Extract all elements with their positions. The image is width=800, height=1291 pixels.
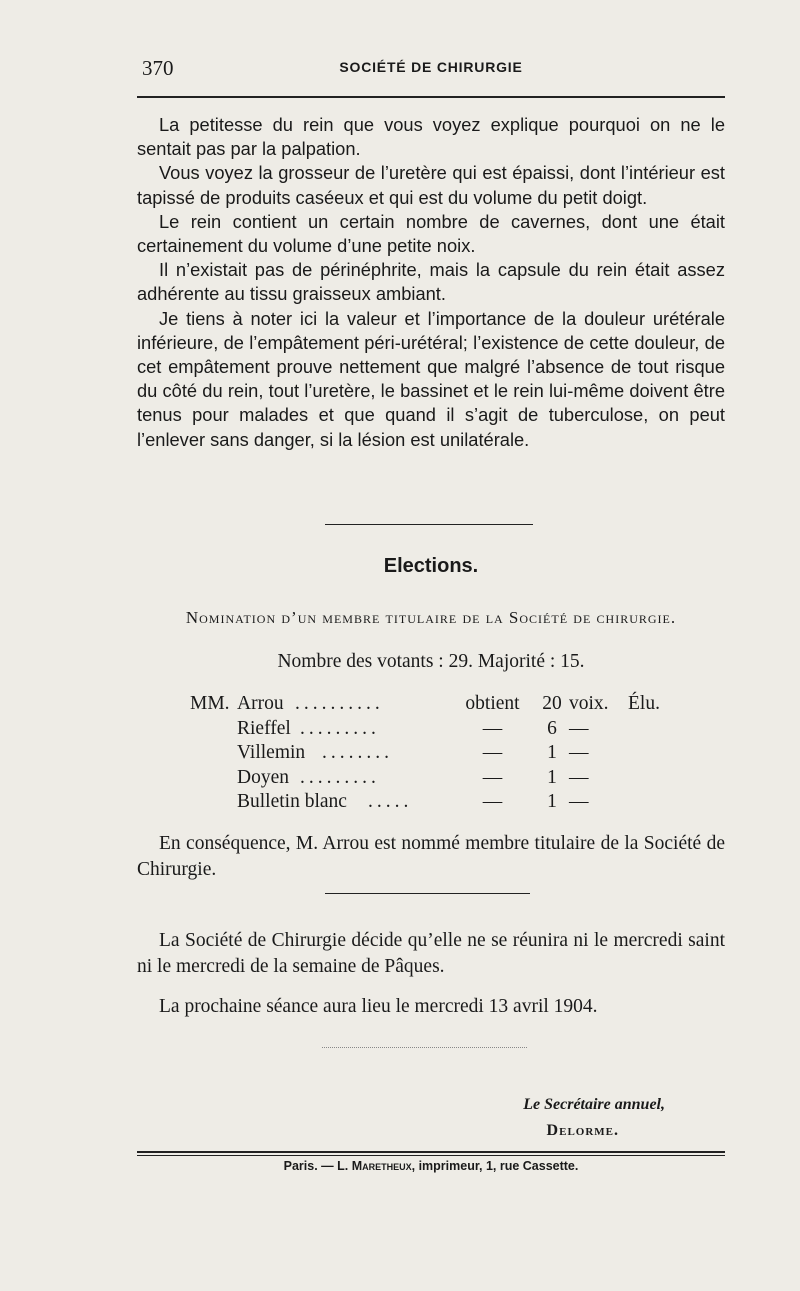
vote-count: 6: [547, 717, 557, 739]
voters-line: Nombre des votants : 29. Majorité : 15.: [277, 651, 585, 672]
footer-rule-thin: [137, 1155, 725, 1156]
body-text: [137, 113, 725, 452]
paragraph: Il n’existait pas de périnéphrite, mais la capsule du rein était assez adhérente au tissu graisseux ambiant.: [137, 259, 725, 305]
paragraph: Le rein contient un certain nombre de cavernes, dont une était certainement du volume d’une petite noix.: [137, 210, 725, 257]
candidate-name: Bulletin blanc: [237, 791, 347, 813]
consequence-paragraph: [137, 831, 725, 883]
vote-unit: —: [569, 791, 589, 813]
signature-role: Le Secrétaire annuel,: [523, 1096, 665, 1113]
printer-imprint: [137, 1159, 725, 1173]
nomination-heading: Nomination d’un membre titulaire de la Société de chirurgie.: [185, 608, 677, 627]
vote-verb: obtient: [465, 693, 520, 714]
signature-name: Delorme.: [546, 1122, 619, 1139]
vote-unit: —: [569, 766, 589, 788]
section-divider: [322, 1047, 527, 1048]
paragraph: La petitesse du rein que vous voyez explique pourquoi on ne le sentait pas par la palpation.: [137, 114, 725, 160]
dot-leader: .........: [300, 717, 380, 739]
vote-row: [190, 742, 710, 767]
dot-leader: .....: [368, 791, 413, 813]
section-title: Elections.: [383, 555, 479, 577]
vote-count: 20: [542, 693, 562, 714]
mm-label: MM.: [190, 693, 230, 714]
next-session-paragraph: [137, 996, 725, 1018]
section-divider: [325, 524, 533, 525]
vote-unit: voix.: [569, 693, 609, 714]
paragraph: La prochaine séance aura lieu le mercredi 13 avril 1904.: [159, 996, 598, 1017]
dot-leader: ..........: [295, 693, 384, 714]
vote-results: [190, 693, 710, 816]
dot-leader: ........: [322, 742, 393, 764]
candidate-name: Villemin: [237, 742, 306, 764]
vote-verb: —: [482, 717, 503, 739]
vote-row: [190, 791, 710, 816]
vote-unit: —: [569, 717, 589, 739]
imprint-printer: Maretheux: [351, 1159, 412, 1173]
vote-verb: —: [482, 791, 503, 813]
vote-count: 1: [547, 742, 557, 764]
paragraph: La Société de Chirurgie décide qu’elle ne se réunira ni le mercredi saint ni le mercredi de la semaine de Pâques.: [137, 930, 725, 977]
candidate-name: Doyen: [237, 766, 289, 788]
vote-count: 1: [547, 791, 557, 813]
paragraph: En conséquence, M. Arrou est nommé membre titulaire de la Société de Chirurgie.: [137, 833, 725, 880]
vote-verb: —: [482, 742, 503, 764]
dot-leader: .........: [300, 766, 380, 788]
paragraph: Vous voyez la grosseur de l’uretère qui est épaissi, dont l’intérieur est tapissé de produits caséeux et qui est du volume du petit doigt.: [137, 162, 725, 208]
paragraph: Je tiens à noter ici la valeur et l’importance de la douleur urétérale inférieure, de l’empâtement péri-urétéral; l’existence de cette douleur, de cet empâtement prouve nettement que malgré l’absence de tout risque du côté du rein, tout l’uretère, le bassinet et le rein lui-même doivent être tenus pour malades et que quand il s’agit de tuberculose, on peut l’enlever sans danger, si la lésion est unilatérale.: [137, 307, 725, 450]
vote-row: [190, 693, 710, 718]
vote-verb: —: [482, 766, 503, 788]
elected-label: Élu.: [628, 693, 660, 714]
page-header: [137, 56, 725, 84]
imprint-address: , imprimeur, 1, rue Cassette.: [411, 1159, 579, 1173]
vote-row: [190, 718, 710, 743]
header-rule: [137, 96, 725, 98]
vote-unit: —: [569, 742, 589, 764]
section-divider: [325, 893, 530, 894]
candidate-name: Rieffel: [237, 717, 291, 739]
page-number: 370: [142, 56, 174, 80]
running-title: SOCIÉTÉ DE CHIRURGIE: [339, 59, 523, 75]
candidate-name: Arrou: [237, 693, 284, 714]
vote-row: [190, 767, 710, 792]
footer-rule: [137, 1151, 725, 1153]
vote-count: 1: [547, 766, 557, 788]
decision-paragraph: [137, 928, 725, 980]
imprint-city: Paris. — L.: [283, 1159, 349, 1173]
